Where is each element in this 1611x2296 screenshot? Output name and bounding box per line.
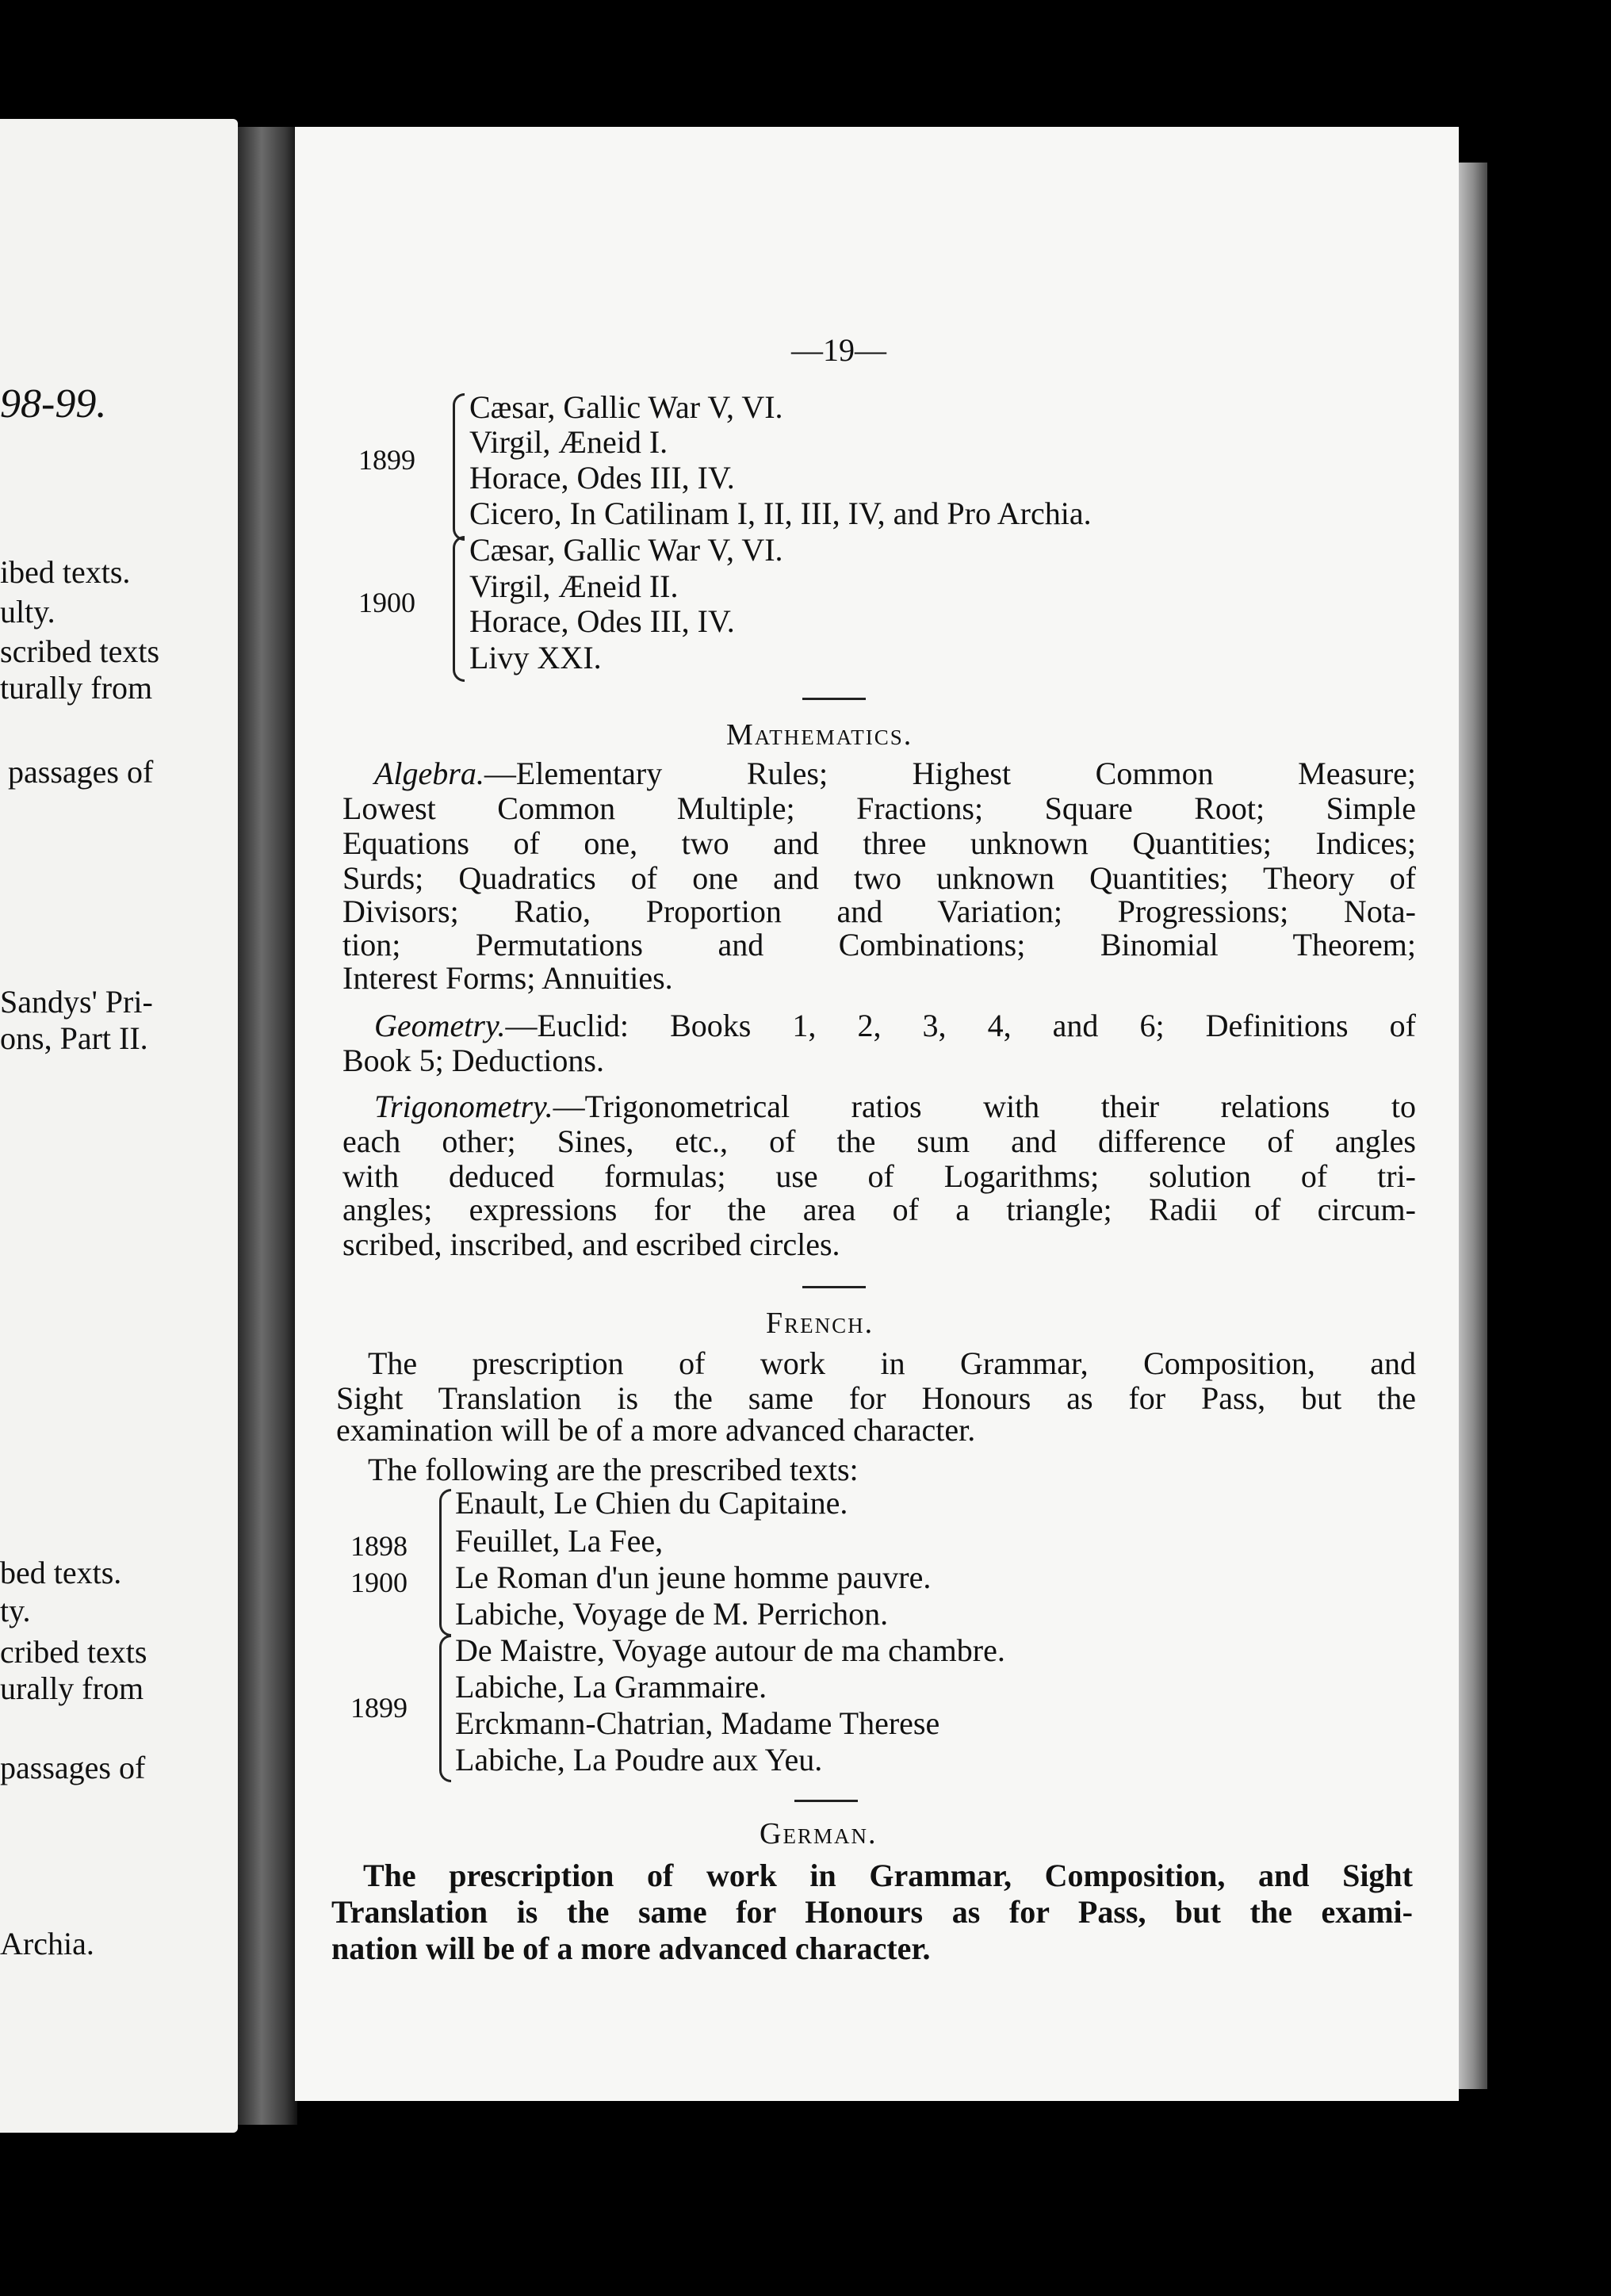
german-line: nation will be of a more advanced character. (331, 1931, 931, 1966)
geometry-line: Geometry.—Euclid: Books 1, 2, 3, 4, and 6; Definitions of (374, 1008, 1416, 1043)
section-rule (802, 1286, 866, 1288)
left-page-line: ty. (0, 1593, 31, 1628)
geometry-line: Book 5; Deductions. (342, 1043, 604, 1078)
algebra-line: Interest Forms; Annuities. (342, 960, 673, 996)
left-page-line: scribed texts (0, 633, 160, 669)
brace (439, 1635, 451, 1782)
trigonometry-line: scribed, inscribed, and escribed circles. (342, 1226, 840, 1262)
german-line: The prescription of work in Grammar, Composition, and Sight (363, 1858, 1413, 1893)
left-page-line: urally from (0, 1670, 144, 1706)
page-edge-shadow (1459, 163, 1487, 2089)
geometry-label: Geometry. (374, 1008, 506, 1043)
left-page-line: ons, Part II. (0, 1020, 148, 1056)
french-text-item: Labiche, La Poudre aux Yeu. (455, 1742, 823, 1777)
german-line: Translation is the same for Honours as for Pass, but the exami- (331, 1894, 1413, 1930)
section-rule (802, 698, 866, 700)
french-text-item: Le Roman d'un jeune homme pauvre. (455, 1559, 932, 1595)
latin-text-item: Horace, Odes III, IV. (469, 603, 735, 639)
year-label: 1899 (350, 1692, 408, 1724)
french-texts-intro: The following are the prescribed texts: (368, 1452, 859, 1487)
left-page-line: passages of (0, 1750, 146, 1785)
french-text-item: Feuillet, La Fee, (455, 1523, 664, 1559)
latin-text-item: Virgil, Æneid II. (469, 568, 679, 604)
left-page-line: Sandys' Pri- (0, 984, 153, 1020)
french-text-item: Erckmann-Chatrian, Madame Therese (455, 1705, 940, 1741)
trigonometry-line: each other; Sines, etc., of the sum and difference of angles (342, 1123, 1416, 1159)
page-number: —19— (791, 332, 886, 368)
french-text-item: Enault, Le Chien du Capitaine. (455, 1485, 848, 1521)
french-text-item: Labiche, Voyage de M. Perrichon. (455, 1596, 889, 1632)
left-page-line: Archia. (0, 1926, 94, 1961)
year-label: 1899 (358, 444, 415, 476)
left-page-line: bed texts. (0, 1555, 122, 1590)
brace (453, 393, 465, 541)
year-label: 1898 (350, 1530, 408, 1562)
document-page (295, 127, 1459, 2101)
section-heading-mathematics: Mathematics. (726, 718, 913, 752)
left-facing-page (0, 119, 238, 2133)
year-label: 1900 (350, 1567, 408, 1598)
latin-text-item: Virgil, Æneid I. (469, 424, 668, 460)
trigonometry-line: with deduced formulas; use of Logarithms; solution of tri- (342, 1158, 1416, 1194)
french-intro-line: Sight Translation is the same for Honours as for Pass, but the (336, 1380, 1416, 1416)
brace (439, 1489, 451, 1636)
latin-text-item: Cæsar, Gallic War V, VI. (469, 389, 783, 425)
left-page-line: ulty. (0, 594, 55, 629)
section-heading-german: German. (760, 1817, 878, 1850)
left-page-line: ibed texts. (0, 554, 131, 590)
section-rule (794, 1800, 858, 1802)
left-page-line: 98-99. (0, 381, 107, 427)
algebra-line: Equations of one, two and three unknown Quantities; Indices; (342, 825, 1416, 861)
latin-text-item: Cicero, In Catilinam I, II, III, IV, and Pro Archia. (469, 496, 1092, 531)
french-text-item: Labiche, La Grammaire. (455, 1669, 767, 1705)
algebra-line: Divisors; Ratio, Proportion and Variation; Progressions; Nota- (342, 894, 1416, 929)
french-intro-line: The prescription of work in Grammar, Composition, and (368, 1345, 1416, 1381)
algebra-label: Algebra. (374, 756, 484, 791)
algebra-line: Algebra.—Elementary Rules; Highest Common Measure; (374, 756, 1416, 791)
book-spine-shadow (238, 127, 297, 2125)
brace (453, 536, 465, 682)
section-heading-french: French. (766, 1307, 874, 1340)
left-page-line: cribed texts (0, 1634, 147, 1670)
algebra-line: tion; Permutations and Combinations; Binomial Theorem; (342, 927, 1416, 962)
french-intro-line: examination will be of a more advanced character. (336, 1412, 976, 1448)
latin-text-item: Cæsar, Gallic War V, VI. (469, 532, 783, 568)
algebra-line: Lowest Common Multiple; Fractions; Square Root; Simple (342, 790, 1416, 826)
trigonometry-line: Trigonometry.—Trigonometrical ratios with their relations to (374, 1089, 1416, 1124)
latin-text-item: Livy XXI. (469, 640, 602, 675)
trigonometry-label: Trigonometry. (374, 1089, 553, 1124)
trigonometry-line: angles; expressions for the area of a triangle; Radii of circum- (342, 1192, 1416, 1227)
left-page-line: turally from (0, 670, 153, 706)
year-label: 1900 (358, 587, 415, 618)
algebra-line: Surds; Quadratics of one and two unknown Quantities; Theory of (342, 860, 1416, 896)
latin-text-item: Horace, Odes III, IV. (469, 460, 735, 496)
left-page-line: passages of (8, 754, 154, 790)
french-text-item: De Maistre, Voyage autour de ma chambre. (455, 1632, 1005, 1668)
